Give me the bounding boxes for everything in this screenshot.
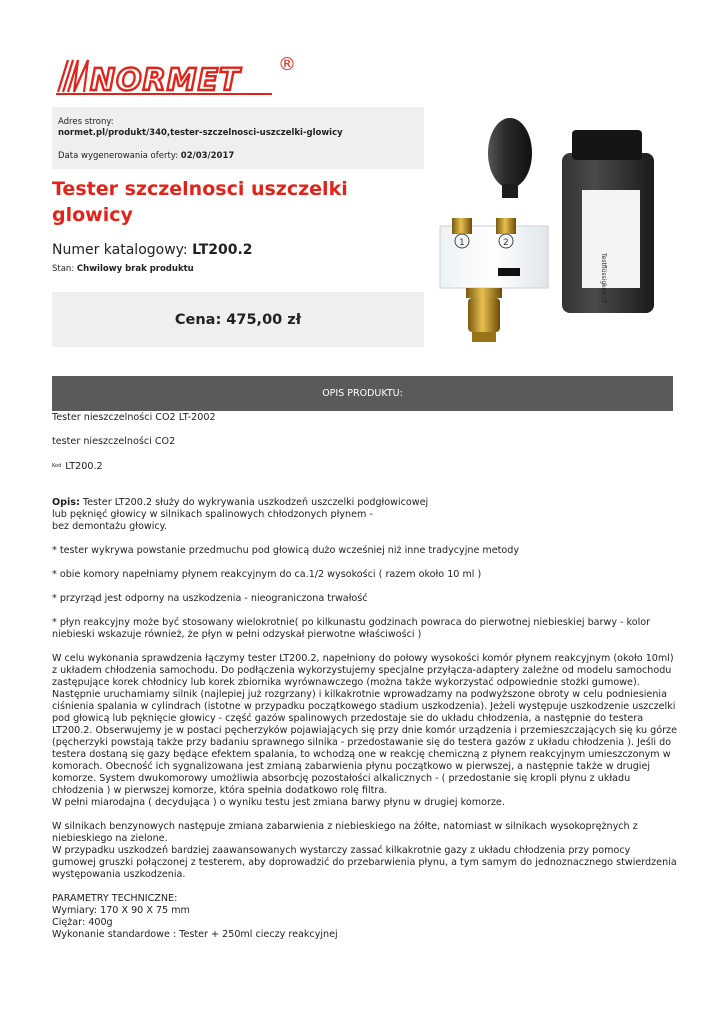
- opis-text-1: Tester LT200.2 służy do wykrywania uszkodzeń uszczelki podgłowicowej: [79, 497, 429, 508]
- opis-text-3: bez demontażu głowicy.: [52, 521, 168, 532]
- desc-line-1: Tester nieszczelności CO2 LT-2002: [52, 412, 216, 423]
- params-header: PARAMETRY TECHNICZNE:: [52, 893, 178, 904]
- product-image: [432, 108, 676, 348]
- svg-text:1: 1: [459, 238, 465, 248]
- paragraph-2: Następnie uruchamiamy silnik (najlepiej już rozgrzany) i kilkakrotnie wprowadzamy na podwyższone obroty w celu podniesienia ciśnienia spalania w cylindrach (istotne w przypadku początkowego stadium uszkodzenia). Jeżeli występuje uszkodzenie uszczelki pod głowicą lub pęknięcie głowicy - część gazów spalinowych przedostaje sie do układu chłodzenia, a następnie do testera LT200.2. Obserwujemy je w postaci pęcherzyków pojawiających się przy dnie komór urządzenia i przemieszczających się ku górze (pęcherzyki powstają także przy badaniu sprawnego silnika - przedostawanie się do testera gazów z układu chłodzenia ). Jeśli do testera dostaną się gazy będące efektem spalania, to wchodzą one w reakcję chemiczną z płynem reakcyjnym umieszczonym w komorach. Obecność ich sygnalizowana jest zmianą zabarwienia płynu początkowo w pierwszej, a następnie także w drugiej komorze. System dwukomorowy umożliwia absorbcję pozostałości alkalicznych - ( przedostanie się kropli płynu z układu chłodzenia ) w pierwszej komorze, która spełnia dodatkowo rolę filtra.: [52, 689, 677, 796]
- stan-value: Chwilowy brak produktu: [76, 264, 194, 274]
- svg-text:Testflüssigkeit LT: Testflüssigkeit LT: [600, 253, 607, 304]
- address-label: Adres strony:: [58, 117, 114, 127]
- param-weight: Ciężar: 400g: [52, 917, 113, 928]
- normet-logo: [52, 50, 302, 100]
- catalog-label: Numer katalogowy:: [52, 242, 188, 258]
- desc-line-2: tester nieszczelności CO2: [52, 436, 176, 447]
- registered-mark: ®: [278, 54, 296, 75]
- bullet-1: * tester wykrywa powstanie przedmuchu pod głowicą dużo wcześniej niż inne tradycyjne metody: [52, 545, 520, 556]
- generation-date: [58, 151, 418, 162]
- opis-label: Opis:: [52, 497, 80, 508]
- opis-text-2: lub pęknięć głowicy w silnikach spalinowych chłodzonych płynem -: [52, 509, 373, 520]
- kod-value: LT200.2: [65, 461, 103, 472]
- section-header: [52, 376, 673, 411]
- section-title: OPIS PRODUKTU:: [322, 388, 403, 399]
- paragraph-5: W przypadku uszkodzeń bardziej zaawansowanych wystarczy zassać kilkakrotnie gazy z układu chłodzenia przy pomocy gumowej gruszki połączonej z testerem, aby doprowadzić do przebarwienia płynu, a tym samym do jednoznacznego stwierdzenia występowania uszkodzenia.: [52, 845, 677, 880]
- kod-label: Kod: [52, 463, 62, 469]
- opis-paragraph: [52, 497, 677, 533]
- param-standard: Wykonanie standardowe : Tester + 250ml cieczy reakcyjnej: [52, 929, 338, 940]
- kod-line: [52, 460, 677, 473]
- param-dimensions: Wymiary: 170 X 90 X 75 mm: [52, 905, 190, 916]
- price: Cena: 475,00 zł: [174, 311, 302, 328]
- bullet-4: * płyn reakcyjny może być stosowany wielokrotnie( po kilkunastu godzinach powraca do pierwotnej niebieskiej barwy - kolor niebieski wskazuje również, że płyn w pełni odzyskał pierwotne właściwości ): [52, 617, 651, 640]
- logo-text: NORMET: [90, 63, 241, 98]
- date-value: 02/03/2017: [180, 151, 235, 161]
- page-url[interactable]: normet.pl/produkt/340,tester-szczelnosci-uszczelki-glowicy: [58, 128, 343, 138]
- price-box: [52, 292, 424, 347]
- paragraph-1: W celu wykonania sprawdzenia łączymy tester LT200.2, napełniony do połowy wysokości komór płynem reakcyjnym (około 10ml) z układem chłodzenia samochodu. Do podłączenia wykorzystujemy specjalne przyłącza-adaptery zależne od modelu samochodu zastępujące korek chłodnicy lub korek zbiornika wyrównawczego (można także wykorzystać odpowiednie stożki gumowe).: [52, 653, 674, 688]
- date-label: Data wygenerowania oferty:: [58, 151, 179, 161]
- stock-status: [52, 264, 194, 274]
- stan-label: Stan:: [52, 264, 75, 274]
- paragraph-3: W pełni miarodajna ( decydująca ) o wyniku testu jest zmiana barwy płynu w drugiej komorze.: [52, 797, 505, 808]
- paragraph-4: W silnikach benzynowych następuje zmiana zabarwienia z niebieskiego na żółte, natomiast w silnikach wysokoprężnych z niebieskiego na zielone.: [52, 821, 638, 844]
- catalog-number: [52, 242, 253, 258]
- product-description: [52, 412, 677, 941]
- product-title: Tester szczelnosci uszczelki glowicy: [52, 178, 348, 226]
- offer-info-box: [52, 107, 424, 169]
- catalog-value: LT200.2: [192, 242, 253, 258]
- svg-text:2: 2: [503, 238, 509, 248]
- bullet-3: * przyrząd jest odporny na uszkodzenia - nieograniczona trwałość: [52, 593, 368, 604]
- bullet-2: * obie komory napełniamy płynem reakcyjnym do ca.1/2 wysokości ( razem około 10 ml ): [52, 569, 482, 580]
